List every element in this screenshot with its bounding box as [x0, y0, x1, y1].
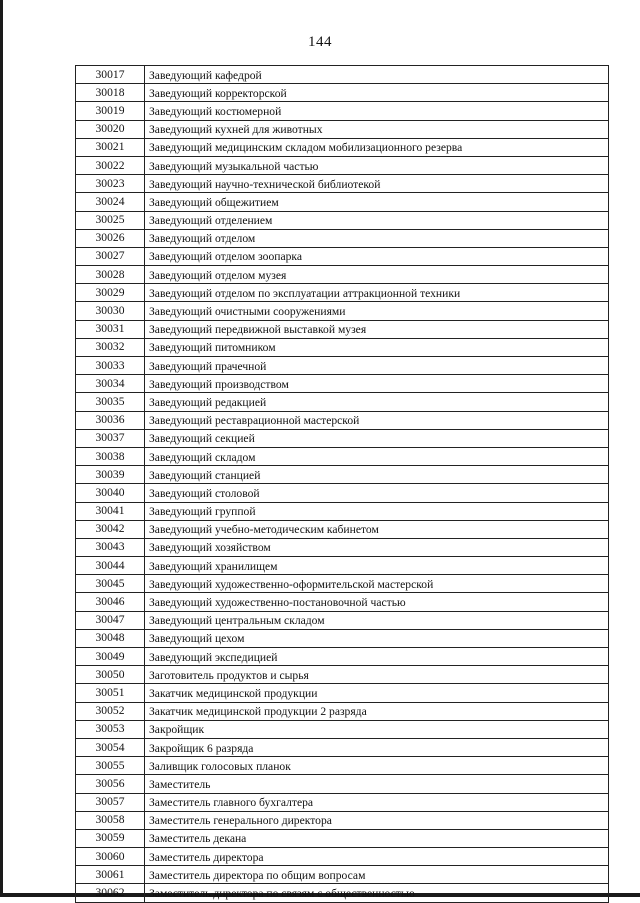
table-row	[76, 775, 609, 793]
occupation-name-cell: Заведующий экспедицией	[145, 648, 609, 666]
occupation-name-cell: Заместитель директора	[145, 848, 609, 866]
occupation-name-cell: Заведующий отделом музея	[145, 266, 609, 284]
occupation-code-cell: 30058	[76, 811, 145, 829]
occupation-code-cell: 30046	[76, 593, 145, 611]
table-row	[76, 447, 609, 465]
occupation-name-cell: Заведующий питомником	[145, 338, 609, 356]
occupation-code-cell: 30054	[76, 738, 145, 756]
occupation-name-cell: Заведующий художественно-оформительской мастерской	[145, 575, 609, 593]
occupation-name-cell: Заведующий цехом	[145, 629, 609, 647]
table-row	[76, 502, 609, 520]
occupation-code-cell: 30024	[76, 193, 145, 211]
table-body	[76, 66, 609, 903]
occupation-name-cell: Заведующий костюмерной	[145, 102, 609, 120]
table-row	[76, 302, 609, 320]
occupation-code-cell: 30041	[76, 502, 145, 520]
table-row	[76, 138, 609, 156]
occupation-code-cell: 30027	[76, 247, 145, 265]
occupation-code-cell: 30021	[76, 138, 145, 156]
occupation-code-cell: 30052	[76, 702, 145, 720]
table-row	[76, 666, 609, 684]
occupation-code-cell: 30053	[76, 720, 145, 738]
table-row	[76, 375, 609, 393]
occupation-name-cell: Заместитель генерального директора	[145, 811, 609, 829]
occupation-name-cell: Заведующий отделом	[145, 229, 609, 247]
occupation-name-cell: Заведующий секцией	[145, 429, 609, 447]
occupation-code-cell: 30019	[76, 102, 145, 120]
table-row	[76, 211, 609, 229]
occupation-name-cell: Заведующий производством	[145, 375, 609, 393]
occupation-code-cell: 30048	[76, 629, 145, 647]
table-row	[76, 357, 609, 375]
occupation-name-cell: Заведующий отделом зоопарка	[145, 247, 609, 265]
table-row	[76, 557, 609, 575]
table-row	[76, 720, 609, 738]
occupation-code-cell: 30049	[76, 648, 145, 666]
table-row	[76, 811, 609, 829]
occupation-code-cell: 30031	[76, 320, 145, 338]
occupation-name-cell: Заведующий столовой	[145, 484, 609, 502]
table-row	[76, 393, 609, 411]
occupation-code-cell: 30033	[76, 357, 145, 375]
table-row	[76, 156, 609, 174]
occupation-name-cell: Заведующий передвижной выставкой музея	[145, 320, 609, 338]
occupation-code-cell: 30029	[76, 284, 145, 302]
table-row	[76, 793, 609, 811]
occupation-code-cell: 30040	[76, 484, 145, 502]
occupation-name-cell: Заведующий кухней для животных	[145, 120, 609, 138]
occupation-name-cell: Заведующий прачечной	[145, 357, 609, 375]
scan-edge-left	[0, 0, 3, 897]
occupation-name-cell: Заведующий музыкальной частью	[145, 156, 609, 174]
occupation-name-cell: Заместитель директора по общим вопросам	[145, 866, 609, 884]
occupation-code-cell: 30056	[76, 775, 145, 793]
table-row	[76, 84, 609, 102]
occupation-name-cell: Закройщик 6 разряда	[145, 738, 609, 756]
table-row	[76, 611, 609, 629]
table-row	[76, 484, 609, 502]
table-row	[76, 575, 609, 593]
occupation-code-cell: 30017	[76, 66, 145, 84]
table-row	[76, 247, 609, 265]
occupation-code-cell: 30032	[76, 338, 145, 356]
occupation-name-cell: Заместитель директора по связям с общественностью	[145, 884, 609, 902]
occupation-name-cell: Заведующий учебно-методическим кабинетом	[145, 520, 609, 538]
occupation-code-cell: 30047	[76, 611, 145, 629]
occupation-name-cell: Заведующий станцией	[145, 466, 609, 484]
table-row	[76, 738, 609, 756]
occupation-code-cell: 30043	[76, 538, 145, 556]
occupation-code-cell: 30034	[76, 375, 145, 393]
occupation-code-cell: 30020	[76, 120, 145, 138]
occupation-code-cell: 30059	[76, 829, 145, 847]
occupation-name-cell: Заведующий отделением	[145, 211, 609, 229]
occupation-name-cell: Заместитель главного бухгалтера	[145, 793, 609, 811]
occupation-code-cell: 30030	[76, 302, 145, 320]
occupation-code-cell: 30038	[76, 447, 145, 465]
occupation-name-cell: Заведующий научно-технической библиотекой	[145, 175, 609, 193]
occupation-code-cell: 30028	[76, 266, 145, 284]
table-row	[76, 848, 609, 866]
occupation-code-cell: 30039	[76, 466, 145, 484]
table-row	[76, 193, 609, 211]
table-row	[76, 829, 609, 847]
table-row	[76, 648, 609, 666]
occupation-name-cell: Заведующий реставрационной мастерской	[145, 411, 609, 429]
table-row	[76, 629, 609, 647]
occupation-name-cell: Заведующий корректорской	[145, 84, 609, 102]
occupation-name-cell: Заведующий редакцией	[145, 393, 609, 411]
occupation-code-cell: 30045	[76, 575, 145, 593]
occupation-code-cell: 30023	[76, 175, 145, 193]
table-row	[76, 884, 609, 902]
table-row	[76, 757, 609, 775]
table-row	[76, 429, 609, 447]
occupation-code-cell: 30057	[76, 793, 145, 811]
table-row	[76, 684, 609, 702]
table-row	[76, 702, 609, 720]
page-number: 144	[308, 34, 332, 50]
table-row	[76, 229, 609, 247]
occupation-name-cell: Закройщик	[145, 720, 609, 738]
table-row	[76, 866, 609, 884]
occupation-code-cell: 30062	[76, 884, 145, 902]
occupation-code-cell: 30018	[76, 84, 145, 102]
table-row	[76, 320, 609, 338]
occupation-code-cell: 30035	[76, 393, 145, 411]
occupation-name-cell: Заведующий очистными сооружениями	[145, 302, 609, 320]
occupation-name-cell: Закатчик медицинской продукции 2 разряда	[145, 702, 609, 720]
occupation-code-cell: 30051	[76, 684, 145, 702]
table-row	[76, 520, 609, 538]
occupation-name-cell: Заведующий хранилищем	[145, 557, 609, 575]
occupation-name-cell: Заведующий складом	[145, 447, 609, 465]
occupation-name-cell: Заведующий художественно-постановочной частью	[145, 593, 609, 611]
occupation-name-cell: Заведующий группой	[145, 502, 609, 520]
occupation-code-cell: 30061	[76, 866, 145, 884]
occupation-code-cell: 30025	[76, 211, 145, 229]
table-row	[76, 120, 609, 138]
occupation-code-cell: 30055	[76, 757, 145, 775]
table-row	[76, 411, 609, 429]
occupation-code-cell: 30037	[76, 429, 145, 447]
occupation-name-cell: Заведующий хозяйством	[145, 538, 609, 556]
occupation-name-cell: Заместитель декана	[145, 829, 609, 847]
occupation-code-cell: 30022	[76, 156, 145, 174]
table-row	[76, 266, 609, 284]
occupation-code-cell: 30050	[76, 666, 145, 684]
occupation-code-cell: 30036	[76, 411, 145, 429]
occupation-name-cell: Заместитель	[145, 775, 609, 793]
table-row	[76, 102, 609, 120]
occupation-code-cell: 30026	[76, 229, 145, 247]
occupation-name-cell: Заведующий кафедрой	[145, 66, 609, 84]
table-row	[76, 593, 609, 611]
occupation-name-cell: Заведующий общежитием	[145, 193, 609, 211]
occupation-code-cell: 30044	[76, 557, 145, 575]
occupation-name-cell: Заведующий центральным складом	[145, 611, 609, 629]
occupation-code-table	[75, 65, 609, 903]
occupation-name-cell: Заливщик голосовых планок	[145, 757, 609, 775]
occupation-name-cell: Закатчик медицинской продукции	[145, 684, 609, 702]
table-row	[76, 338, 609, 356]
occupation-code-cell: 30042	[76, 520, 145, 538]
occupation-name-cell: Заведующий медицинским складом мобилизационного резерва	[145, 138, 609, 156]
occupation-code-cell: 30060	[76, 848, 145, 866]
table-row	[76, 466, 609, 484]
table-row	[76, 66, 609, 84]
table-row	[76, 538, 609, 556]
table-row	[76, 175, 609, 193]
occupation-name-cell: Заведующий отделом по эксплуатации аттракционной техники	[145, 284, 609, 302]
table-row	[76, 284, 609, 302]
occupation-name-cell: Заготовитель продуктов и сырья	[145, 666, 609, 684]
